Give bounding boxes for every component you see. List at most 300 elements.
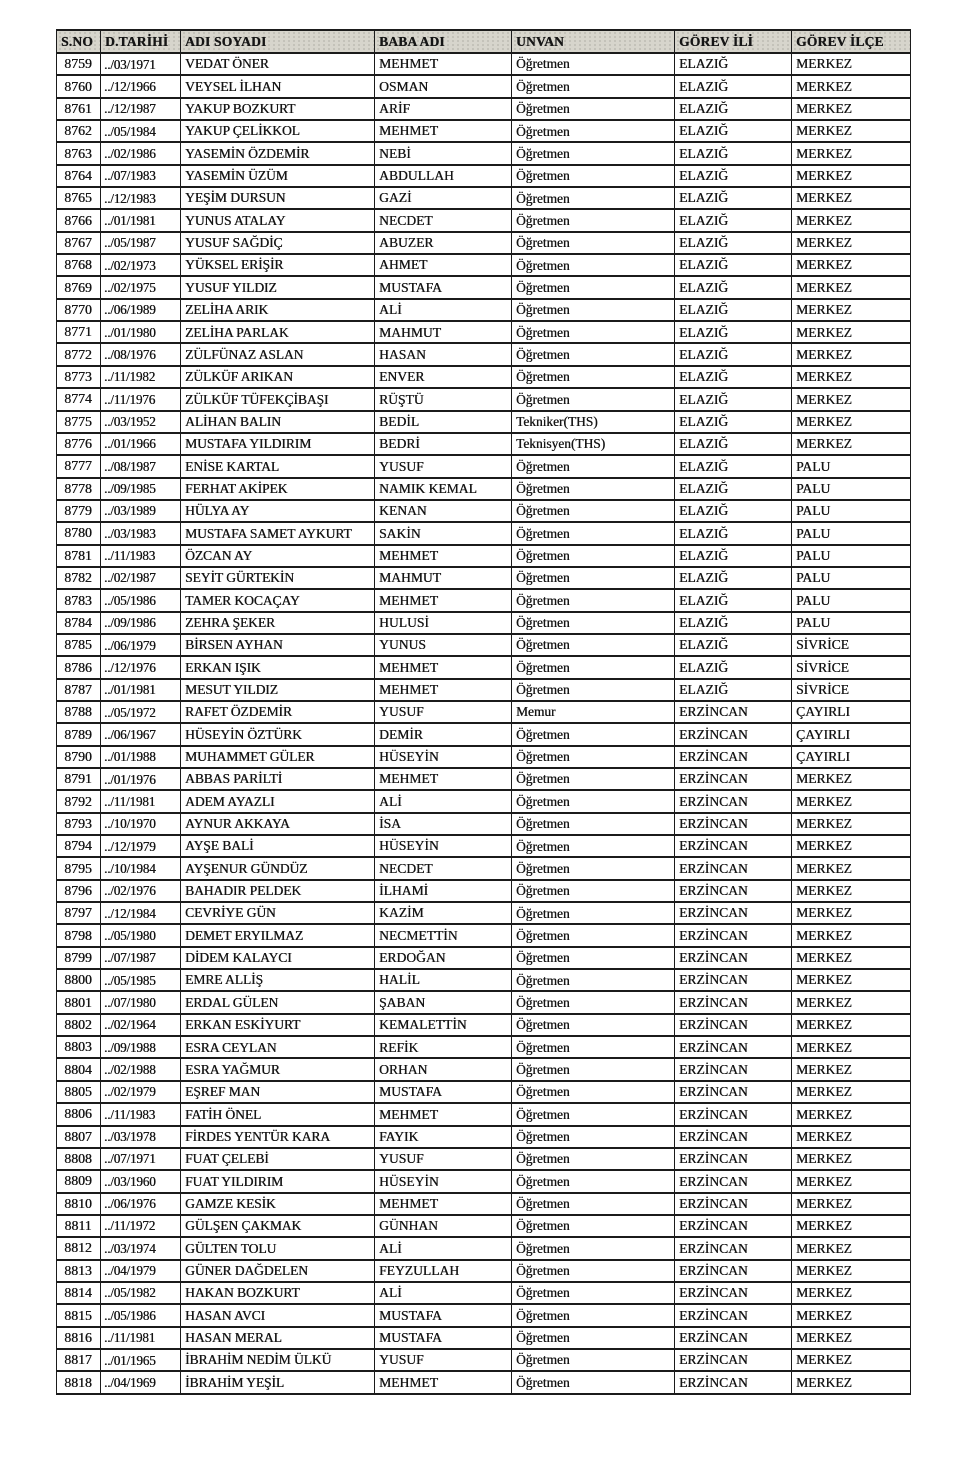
cell-duty-province: ERZİNCAN <box>675 790 792 812</box>
cell-title: Öğretmen <box>512 75 675 97</box>
cell-father-name: MUSTAFA <box>375 1081 512 1103</box>
cell-title: Öğretmen <box>512 567 675 589</box>
cell-duty-district: MERKEZ <box>792 299 911 321</box>
table-row <box>57 880 911 902</box>
cell-title: Öğretmen <box>512 1081 675 1103</box>
cell-birth-date: ../06/1989 <box>101 299 181 321</box>
cell-full-name: SEYİT GÜRTEKİN <box>181 567 375 589</box>
cell-title: Öğretmen <box>512 902 675 924</box>
cell-father-name: MUSTAFA <box>375 276 512 298</box>
cell-duty-district: MERKEZ <box>792 411 911 433</box>
cell-father-name: MEHMET <box>375 1371 512 1393</box>
cell-title: Öğretmen <box>512 545 675 567</box>
cell-title: Öğretmen <box>512 1148 675 1170</box>
table-row <box>57 299 911 321</box>
cell-duty-province: ELAZIĞ <box>675 478 792 500</box>
cell-serial-no: 8796 <box>57 880 101 902</box>
cell-duty-province: ELAZIĞ <box>675 411 792 433</box>
cell-duty-province: ERZİNCAN <box>675 947 792 969</box>
cell-title: Teknisyen(THS) <box>512 433 675 455</box>
cell-father-name: ALİ <box>375 1237 512 1259</box>
cell-birth-date: ../03/1971 <box>101 53 181 75</box>
cell-father-name: ALİ <box>375 299 512 321</box>
cell-duty-province: ERZİNCAN <box>675 1215 792 1237</box>
cell-birth-date: ../10/1970 <box>101 813 181 835</box>
cell-birth-date: ../01/1976 <box>101 768 181 790</box>
cell-duty-province: ELAZIĞ <box>675 209 792 231</box>
cell-duty-province: ERZİNCAN <box>675 835 792 857</box>
cell-serial-no: 8785 <box>57 634 101 656</box>
cell-duty-province: ERZİNCAN <box>675 969 792 991</box>
cell-birth-date: ../03/1960 <box>101 1170 181 1192</box>
cell-birth-date: ../08/1987 <box>101 455 181 477</box>
cell-full-name: DEMET ERYILMAZ <box>181 924 375 946</box>
cell-duty-province: ERZİNCAN <box>675 1349 792 1371</box>
cell-duty-district: MERKEZ <box>792 1148 911 1170</box>
table-row <box>57 1282 911 1304</box>
cell-duty-district: MERKEZ <box>792 924 911 946</box>
cell-full-name: ABBAS PARİLTİ <box>181 768 375 790</box>
cell-birth-date: ../02/1979 <box>101 1081 181 1103</box>
table-row <box>57 1193 911 1215</box>
cell-duty-district: MERKEZ <box>792 857 911 879</box>
cell-serial-no: 8762 <box>57 120 101 142</box>
cell-birth-date: ../03/1989 <box>101 500 181 522</box>
cell-duty-province: ERZİNCAN <box>675 813 792 835</box>
cell-duty-district: MERKEZ <box>792 880 911 902</box>
cell-duty-province: ELAZIĞ <box>675 254 792 276</box>
table-row <box>57 723 911 745</box>
cell-birth-date: ../01/1966 <box>101 433 181 455</box>
cell-duty-district: PALU <box>792 455 911 477</box>
cell-serial-no: 8800 <box>57 969 101 991</box>
cell-serial-no: 8793 <box>57 813 101 835</box>
cell-father-name: MEHMET <box>375 589 512 611</box>
cell-serial-no: 8798 <box>57 924 101 946</box>
cell-full-name: CEVRİYE GÜN <box>181 902 375 924</box>
cell-birth-date: ../11/1981 <box>101 1327 181 1349</box>
cell-serial-no: 8777 <box>57 455 101 477</box>
table-row <box>57 433 911 455</box>
cell-duty-province: ELAZIĞ <box>675 455 792 477</box>
table-row <box>57 857 911 879</box>
cell-serial-no: 8805 <box>57 1081 101 1103</box>
cell-title: Öğretmen <box>512 947 675 969</box>
cell-title: Öğretmen <box>512 1215 675 1237</box>
cell-father-name: MUSTAFA <box>375 1327 512 1349</box>
cell-father-name: OSMAN <box>375 75 512 97</box>
cell-full-name: İBRAHİM YEŞİL <box>181 1371 375 1393</box>
table-row <box>57 813 911 835</box>
cell-duty-district: MERKEZ <box>792 98 911 120</box>
cell-title: Öğretmen <box>512 589 675 611</box>
cell-full-name: BİRSEN AYHAN <box>181 634 375 656</box>
cell-duty-district: ÇAYIRLI <box>792 701 911 723</box>
personnel-table <box>56 29 911 1395</box>
cell-full-name: MUHAMMET GÜLER <box>181 746 375 768</box>
cell-full-name: ZELİHA ARIK <box>181 299 375 321</box>
cell-serial-no: 8808 <box>57 1148 101 1170</box>
cell-duty-province: ELAZIĞ <box>675 612 792 634</box>
cell-full-name: HASAN MERAL <box>181 1327 375 1349</box>
cell-full-name: İBRAHİM NEDİM ÜLKÜ <box>181 1349 375 1371</box>
cell-title: Öğretmen <box>512 1349 675 1371</box>
cell-full-name: FATİH ÖNEL <box>181 1103 375 1125</box>
cell-full-name: YÜKSEL ERİŞİR <box>181 254 375 276</box>
cell-duty-province: ELAZIĞ <box>675 299 792 321</box>
cell-birth-date: ../11/1981 <box>101 790 181 812</box>
cell-birth-date: ../09/1986 <box>101 612 181 634</box>
cell-duty-province: ERZİNCAN <box>675 1193 792 1215</box>
cell-father-name: GAZİ <box>375 187 512 209</box>
table-row <box>57 701 911 723</box>
cell-father-name: KENAN <box>375 500 512 522</box>
table-row <box>57 545 911 567</box>
cell-serial-no: 8781 <box>57 545 101 567</box>
cell-full-name: EMRE ALLİŞ <box>181 969 375 991</box>
cell-serial-no: 8773 <box>57 366 101 388</box>
cell-father-name: NECMETTİN <box>375 924 512 946</box>
cell-duty-district: SİVRİCE <box>792 634 911 656</box>
cell-birth-date: ../04/1969 <box>101 1371 181 1393</box>
cell-birth-date: ../05/1987 <box>101 232 181 254</box>
cell-father-name: MAHMUT <box>375 321 512 343</box>
cell-full-name: MUSTAFA YILDIRIM <box>181 433 375 455</box>
cell-birth-date: ../03/1983 <box>101 522 181 544</box>
column-header-title: UNVAN <box>512 30 675 53</box>
cell-duty-district: MERKEZ <box>792 991 911 1013</box>
cell-duty-district: MERKEZ <box>792 1014 911 1036</box>
cell-birth-date: ../01/1988 <box>101 746 181 768</box>
cell-title: Öğretmen <box>512 276 675 298</box>
cell-birth-date: ../03/1978 <box>101 1126 181 1148</box>
cell-serial-no: 8771 <box>57 321 101 343</box>
cell-duty-province: ERZİNCAN <box>675 902 792 924</box>
table-row <box>57 589 911 611</box>
cell-duty-district: MERKEZ <box>792 75 911 97</box>
cell-full-name: HASAN AVCI <box>181 1304 375 1326</box>
cell-full-name: RAFET ÖZDEMİR <box>181 701 375 723</box>
cell-duty-district: MERKEZ <box>792 969 911 991</box>
cell-duty-province: ERZİNCAN <box>675 1036 792 1058</box>
cell-serial-no: 8791 <box>57 768 101 790</box>
cell-duty-province: ELAZIĞ <box>675 120 792 142</box>
cell-full-name: MUSTAFA SAMET AYKURT <box>181 522 375 544</box>
cell-father-name: HÜSEYİN <box>375 1170 512 1192</box>
cell-duty-province: ERZİNCAN <box>675 768 792 790</box>
cell-title: Öğretmen <box>512 142 675 164</box>
cell-birth-date: ../11/1982 <box>101 366 181 388</box>
table-row <box>57 634 911 656</box>
table-row <box>57 1349 911 1371</box>
cell-birth-date: ../09/1988 <box>101 1036 181 1058</box>
table-row <box>57 1014 911 1036</box>
cell-serial-no: 8794 <box>57 835 101 857</box>
cell-full-name: YASEMİN ÖZDEMİR <box>181 142 375 164</box>
table-row <box>57 1148 911 1170</box>
cell-birth-date: ../02/1964 <box>101 1014 181 1036</box>
cell-duty-district: MERKEZ <box>792 165 911 187</box>
cell-father-name: ARİF <box>375 98 512 120</box>
cell-father-name: KAZİM <box>375 902 512 924</box>
cell-serial-no: 8816 <box>57 1327 101 1349</box>
cell-serial-no: 8776 <box>57 433 101 455</box>
cell-serial-no: 8799 <box>57 947 101 969</box>
cell-father-name: ALİ <box>375 1282 512 1304</box>
cell-duty-district: MERKEZ <box>792 53 911 75</box>
cell-title: Öğretmen <box>512 455 675 477</box>
cell-full-name: ZÜLFÜNAZ ASLAN <box>181 343 375 365</box>
cell-duty-province: ELAZIĞ <box>675 366 792 388</box>
cell-father-name: KEMALETTİN <box>375 1014 512 1036</box>
cell-serial-no: 8761 <box>57 98 101 120</box>
cell-duty-district: MERKEZ <box>792 276 911 298</box>
column-header-duty-province: GÖREV İLİ <box>675 30 792 53</box>
cell-duty-province: ERZİNCAN <box>675 723 792 745</box>
cell-serial-no: 8807 <box>57 1126 101 1148</box>
cell-duty-district: MERKEZ <box>792 1371 911 1393</box>
cell-serial-no: 8790 <box>57 746 101 768</box>
cell-duty-province: ELAZIĞ <box>675 98 792 120</box>
cell-duty-province: ERZİNCAN <box>675 1148 792 1170</box>
cell-duty-province: ERZİNCAN <box>675 1282 792 1304</box>
cell-duty-district: MERKEZ <box>792 835 911 857</box>
cell-duty-province: ELAZIĞ <box>675 343 792 365</box>
cell-father-name: HALİL <box>375 969 512 991</box>
cell-birth-date: ../12/1976 <box>101 656 181 678</box>
table-row <box>57 187 911 209</box>
cell-serial-no: 8767 <box>57 232 101 254</box>
cell-duty-district: MERKEZ <box>792 947 911 969</box>
cell-duty-province: ELAZIĞ <box>675 276 792 298</box>
cell-father-name: ORHAN <box>375 1058 512 1080</box>
cell-duty-province: ELAZIĞ <box>675 165 792 187</box>
cell-father-name: RÜŞTÜ <box>375 388 512 410</box>
cell-full-name: YEŞİM DURSUN <box>181 187 375 209</box>
header-row <box>57 30 911 53</box>
cell-birth-date: ../12/1984 <box>101 902 181 924</box>
table-row <box>57 254 911 276</box>
table-row <box>57 746 911 768</box>
table-row <box>57 835 911 857</box>
cell-duty-province: ELAZIĞ <box>675 567 792 589</box>
cell-duty-district: MERKEZ <box>792 1304 911 1326</box>
cell-father-name: ERDOĞAN <box>375 947 512 969</box>
cell-duty-province: ERZİNCAN <box>675 1237 792 1259</box>
cell-full-name: ZÜLKÜF ARIKAN <box>181 366 375 388</box>
cell-title: Öğretmen <box>512 53 675 75</box>
cell-duty-province: ELAZIĞ <box>675 545 792 567</box>
cell-birth-date: ../04/1979 <box>101 1260 181 1282</box>
cell-full-name: HÜLYA AY <box>181 500 375 522</box>
cell-father-name: BEDİL <box>375 411 512 433</box>
cell-title: Öğretmen <box>512 1126 675 1148</box>
cell-full-name: YAKUP BOZKURT <box>181 98 375 120</box>
cell-duty-province: ERZİNCAN <box>675 701 792 723</box>
cell-serial-no: 8763 <box>57 142 101 164</box>
cell-duty-district: ÇAYIRLI <box>792 723 911 745</box>
cell-duty-district: MERKEZ <box>792 1349 911 1371</box>
table-row <box>57 98 911 120</box>
cell-duty-district: MERKEZ <box>792 1170 911 1192</box>
cell-serial-no: 8759 <box>57 53 101 75</box>
cell-birth-date: ../01/1965 <box>101 1349 181 1371</box>
cell-birth-date: ../11/1972 <box>101 1215 181 1237</box>
cell-duty-province: ERZİNCAN <box>675 1058 792 1080</box>
cell-full-name: AYNUR AKKAYA <box>181 813 375 835</box>
cell-duty-district: MERKEZ <box>792 209 911 231</box>
cell-full-name: MESUT YILDIZ <box>181 679 375 701</box>
cell-full-name: ZEHRA ŞEKER <box>181 612 375 634</box>
cell-full-name: YUSUF YILDIZ <box>181 276 375 298</box>
cell-full-name: GÜLTEN TOLU <box>181 1237 375 1259</box>
cell-father-name: HULUSİ <box>375 612 512 634</box>
cell-birth-date: ../11/1983 <box>101 545 181 567</box>
cell-full-name: ZELİHA PARLAK <box>181 321 375 343</box>
cell-title: Öğretmen <box>512 299 675 321</box>
cell-father-name: ABUZER <box>375 232 512 254</box>
cell-full-name: GÜLŞEN ÇAKMAK <box>181 1215 375 1237</box>
cell-serial-no: 8815 <box>57 1304 101 1326</box>
cell-full-name: HAKAN BOZKURT <box>181 1282 375 1304</box>
cell-serial-no: 8811 <box>57 1215 101 1237</box>
cell-birth-date: ../07/1983 <box>101 165 181 187</box>
cell-duty-province: ERZİNCAN <box>675 880 792 902</box>
cell-father-name: MEHMET <box>375 545 512 567</box>
cell-title: Öğretmen <box>512 746 675 768</box>
cell-father-name: NECDET <box>375 857 512 879</box>
cell-full-name: YUNUS ATALAY <box>181 209 375 231</box>
cell-father-name: MAHMUT <box>375 567 512 589</box>
cell-serial-no: 8784 <box>57 612 101 634</box>
cell-title: Öğretmen <box>512 1304 675 1326</box>
cell-title: Öğretmen <box>512 165 675 187</box>
cell-father-name: MEHMET <box>375 679 512 701</box>
cell-duty-district: MERKEZ <box>792 120 911 142</box>
cell-full-name: AYŞE BALİ <box>181 835 375 857</box>
table-row <box>57 1260 911 1282</box>
table-row <box>57 366 911 388</box>
cell-duty-province: ELAZIĞ <box>675 656 792 678</box>
cell-title: Öğretmen <box>512 813 675 835</box>
cell-title: Öğretmen <box>512 1170 675 1192</box>
cell-title: Öğretmen <box>512 1058 675 1080</box>
cell-title: Öğretmen <box>512 500 675 522</box>
cell-duty-province: ELAZIĞ <box>675 589 792 611</box>
table-row <box>57 768 911 790</box>
table-row <box>57 947 911 969</box>
cell-birth-date: ../03/1952 <box>101 411 181 433</box>
cell-title: Öğretmen <box>512 98 675 120</box>
cell-duty-district: MERKEZ <box>792 1058 911 1080</box>
cell-duty-district: MERKEZ <box>792 388 911 410</box>
cell-birth-date: ../09/1985 <box>101 478 181 500</box>
cell-duty-district: MERKEZ <box>792 1036 911 1058</box>
cell-duty-province: ELAZIĞ <box>675 500 792 522</box>
cell-title: Öğretmen <box>512 1036 675 1058</box>
cell-birth-date: ../12/1983 <box>101 187 181 209</box>
cell-birth-date: ../02/1988 <box>101 1058 181 1080</box>
table-row <box>57 1036 911 1058</box>
cell-duty-district: MERKEZ <box>792 768 911 790</box>
table-row <box>57 276 911 298</box>
cell-full-name: YASEMİN ÜZÜM <box>181 165 375 187</box>
cell-father-name: MEHMET <box>375 768 512 790</box>
cell-title: Öğretmen <box>512 120 675 142</box>
cell-duty-province: ERZİNCAN <box>675 1327 792 1349</box>
cell-full-name: FERHAT AKİPEK <box>181 478 375 500</box>
table-row <box>57 1237 911 1259</box>
cell-full-name: ERKAN ESKİYURT <box>181 1014 375 1036</box>
table-row <box>57 1215 911 1237</box>
cell-birth-date: ../06/1967 <box>101 723 181 745</box>
cell-serial-no: 8779 <box>57 500 101 522</box>
cell-birth-date: ../11/1983 <box>101 1103 181 1125</box>
cell-full-name: FİRDES YENTÜR KARA <box>181 1126 375 1148</box>
cell-serial-no: 8789 <box>57 723 101 745</box>
cell-father-name: YUSUF <box>375 1349 512 1371</box>
cell-full-name: ADEM AYAZLI <box>181 790 375 812</box>
table-row <box>57 924 911 946</box>
table-header-row <box>57 30 911 53</box>
cell-birth-date: ../07/1971 <box>101 1148 181 1170</box>
table-body <box>57 53 911 1394</box>
cell-duty-district: SİVRİCE <box>792 679 911 701</box>
cell-duty-district: MERKEZ <box>792 902 911 924</box>
cell-birth-date: ../12/1979 <box>101 835 181 857</box>
table-row <box>57 1126 911 1148</box>
cell-father-name: ABDULLAH <box>375 165 512 187</box>
cell-title: Öğretmen <box>512 209 675 231</box>
table-row <box>57 455 911 477</box>
cell-duty-province: ELAZIĞ <box>675 53 792 75</box>
cell-full-name: DİDEM KALAYCI <box>181 947 375 969</box>
table-row <box>57 1058 911 1080</box>
cell-birth-date: ../06/1976 <box>101 1193 181 1215</box>
table-row <box>57 522 911 544</box>
cell-father-name: YUSUF <box>375 455 512 477</box>
cell-father-name: NEBİ <box>375 142 512 164</box>
table-row <box>57 991 911 1013</box>
cell-title: Memur <box>512 701 675 723</box>
cell-duty-district: PALU <box>792 589 911 611</box>
cell-serial-no: 8780 <box>57 522 101 544</box>
cell-father-name: BEDRİ <box>375 433 512 455</box>
cell-father-name: NECDET <box>375 209 512 231</box>
cell-title: Öğretmen <box>512 388 675 410</box>
cell-duty-district: PALU <box>792 567 911 589</box>
cell-serial-no: 8812 <box>57 1237 101 1259</box>
cell-title: Öğretmen <box>512 768 675 790</box>
cell-father-name: ALİ <box>375 790 512 812</box>
cell-birth-date: ../02/1987 <box>101 567 181 589</box>
cell-duty-province: ERZİNCAN <box>675 1304 792 1326</box>
cell-title: Öğretmen <box>512 790 675 812</box>
cell-full-name: ALİHAN BALIN <box>181 411 375 433</box>
cell-duty-province: ELAZIĞ <box>675 634 792 656</box>
cell-duty-district: MERKEZ <box>792 366 911 388</box>
cell-duty-province: ELAZIĞ <box>675 232 792 254</box>
cell-title: Öğretmen <box>512 254 675 276</box>
cell-title: Öğretmen <box>512 656 675 678</box>
cell-serial-no: 8769 <box>57 276 101 298</box>
cell-birth-date: ../12/1966 <box>101 75 181 97</box>
cell-duty-province: ERZİNCAN <box>675 1260 792 1282</box>
cell-full-name: YAKUP ÇELİKKOL <box>181 120 375 142</box>
cell-serial-no: 8774 <box>57 388 101 410</box>
column-header-full-name: ADI SOYADI <box>181 30 375 53</box>
cell-father-name: AHMET <box>375 254 512 276</box>
